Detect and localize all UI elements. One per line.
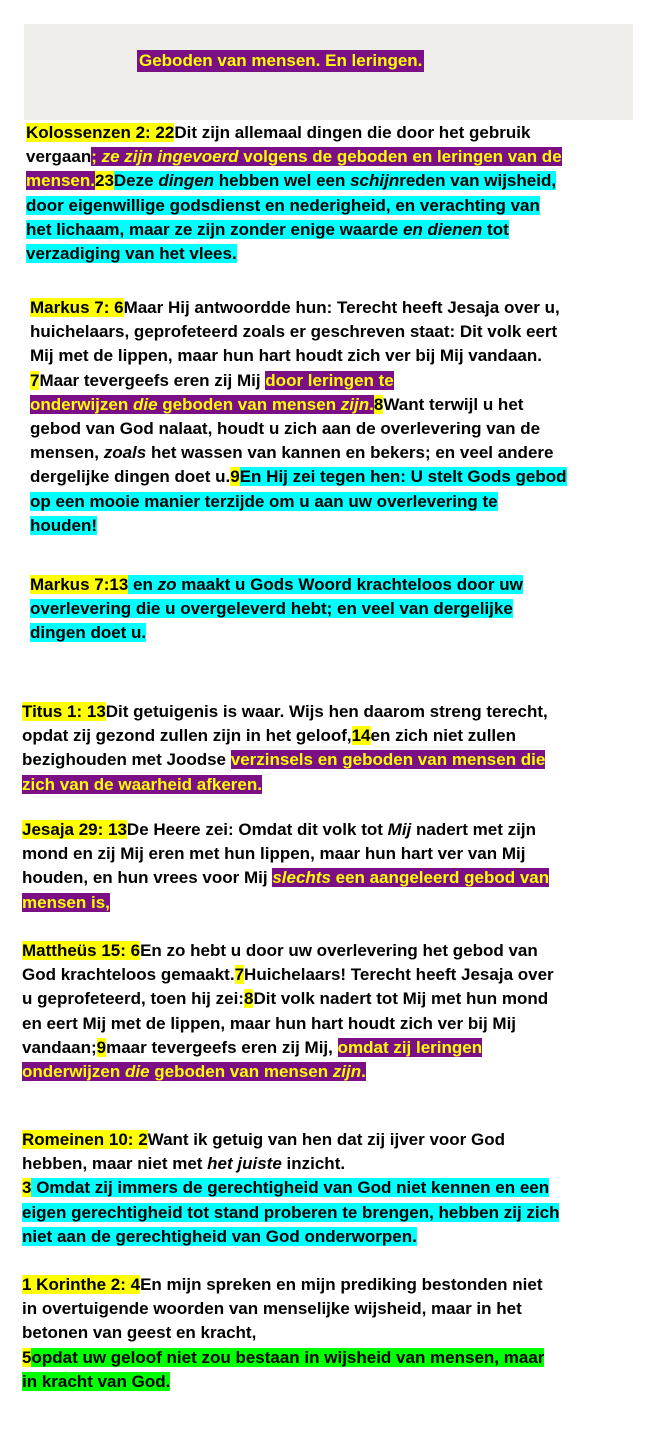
text-line: [22, 1297, 544, 1321]
text-segment: niet aan de gerechtigheid van God onderworpen.: [22, 1226, 417, 1246]
text-line: [22, 891, 549, 915]
text-segment: in kracht van God.: [22, 1371, 171, 1391]
text-segment: door leringen te: [265, 370, 394, 390]
text-line: [22, 748, 548, 772]
text-segment: overlevering die u overgeleverd hebt; en veel van dergelijke: [30, 599, 513, 619]
verse-reference: Markus 7:: [30, 298, 115, 317]
text-line: [22, 1012, 554, 1036]
text-segment: hebben wel een: [214, 171, 351, 191]
text-segment: mond en zij Mij eren met hun lippen, maar hun hart ver van Mij: [22, 844, 526, 864]
header-banner: [24, 24, 633, 120]
text-segment: opdat zij gezond zullen zijn in het geloof,: [22, 726, 352, 746]
text-segment: tot: [482, 219, 509, 239]
text-segment: het juiste: [207, 1154, 282, 1174]
text-line: [30, 597, 523, 621]
paragraph-romeinen: [22, 1128, 559, 1249]
paragraph-markus-7-13: [30, 573, 523, 646]
text-segment: De Heere zei: Omdat dit volk tot: [126, 820, 388, 839]
text-segment: inzicht.: [281, 1154, 346, 1174]
verse-reference: Mattheüs 15: 6: [22, 941, 141, 960]
text-segment: Want terwijl u het: [383, 394, 524, 414]
text-segment: op een mooie manier terzijde om u aan uw overlevering te: [30, 491, 498, 511]
text-segment: een aangeleerd gebod van: [330, 868, 550, 888]
text-segment: vandaan;: [22, 1037, 97, 1057]
text-segment: die: [132, 394, 158, 414]
text-segment: betonen van geest en kracht,: [22, 1323, 257, 1343]
text-segment: .: [361, 1062, 366, 1082]
text-segment: slechts: [272, 868, 331, 888]
text-segment: reden van wijsheid,: [399, 171, 557, 191]
text-line: [26, 242, 562, 266]
text-line: [22, 1370, 544, 1394]
text-segment: dingen: [158, 171, 215, 191]
text-segment: opdat uw geloof niet zou bestaan in wijsheid van mensen, maar: [31, 1347, 545, 1367]
paragraph-korinthe: [22, 1273, 544, 1394]
text-segment: houden, en hun vrees voor Mij: [22, 868, 273, 888]
text-segment: volgens de geboden en leringen van de: [238, 147, 562, 167]
text-segment: en eert Mij met de lippen, maar hun hart houdt zich ver bij Mij: [22, 1013, 517, 1033]
text-segment: zijn: [332, 1062, 362, 1082]
text-segment: mensen.: [26, 171, 95, 191]
verse-reference: 9: [230, 467, 240, 487]
text-line: [22, 700, 548, 724]
text-segment: eigen gerechtigheid tot stand proberen te brengen, hebben zij zich: [22, 1202, 560, 1222]
verse-reference: Romeinen 10: 2: [22, 1130, 148, 1149]
text-segment: maar tevergeefs eren zij Mij,: [106, 1037, 338, 1057]
text-line: [30, 621, 523, 645]
text-line: [22, 1128, 559, 1152]
verse-reference: 8: [373, 394, 384, 414]
text-segment: huichelaars, geprofeteerd zoals er geschreven staat: Dit volk eert: [30, 322, 558, 342]
verse-reference: 7: [234, 965, 245, 985]
text-segment: Maar Hij antwoordde hun: Terecht heeft Jesaja over u,: [123, 298, 560, 317]
text-segment: En Hij zei tegen hen: U stelt Gods gebod: [239, 467, 567, 487]
verse-reference: 8: [243, 989, 254, 1009]
text-line: [26, 169, 562, 193]
verse-reference: Titus 1: 13: [22, 702, 106, 721]
text-segment: geboden van mensen: [149, 1062, 333, 1082]
text-segment: Huichelaars! Terecht heeft Jesaja over: [244, 965, 554, 985]
text-line: [22, 818, 549, 842]
text-segment: houden!: [30, 515, 98, 535]
text-line: [22, 1273, 544, 1297]
text-line: [22, 724, 548, 748]
verse-reference: Kolossenzen 2: 22: [26, 123, 175, 142]
text-segment: het wassen van kannen en bekers; en veel andere: [146, 443, 554, 463]
text-line: [30, 573, 523, 597]
text-segment: door eigenwillige godsdienst en nederigheid, en verachting van: [26, 195, 540, 215]
text-line: [30, 296, 567, 320]
text-segment: .: [369, 394, 374, 414]
verse-reference: 5: [22, 1347, 32, 1367]
text-segment: nadert met zijn: [411, 820, 536, 839]
text-line: [22, 1201, 559, 1225]
text-segment: hebben, maar niet met: [22, 1154, 208, 1174]
text-line: [26, 218, 562, 242]
text-segment: schijn: [350, 171, 400, 191]
text-segment: dergelijke dingen doet u.: [30, 467, 231, 487]
text-segment: verzinsels en geboden van mensen die: [230, 750, 546, 770]
text-line: [30, 514, 567, 538]
text-segment: in overtuigende woorden van menselijke wijsheid, maar in het: [22, 1299, 522, 1319]
text-segment: Want ik getuig van hen dat zij ijver voor God: [147, 1130, 506, 1149]
text-segment: Omdat zij immers de gerechtigheid van God niet kennen en een: [31, 1178, 550, 1198]
text-segment: mensen is,: [22, 892, 110, 912]
verse-reference: 3: [22, 1178, 32, 1198]
text-segment: onderwijzen: [22, 1062, 125, 1082]
text-line: [30, 393, 567, 417]
text-line: [22, 866, 549, 890]
text-line: [22, 1036, 554, 1060]
verse-reference: 14: [351, 726, 371, 746]
text-segment: Dit zijn allemaal dingen die door het gebruik: [174, 123, 531, 142]
text-segment: bezighouden met Joodse: [22, 750, 231, 770]
text-line: [22, 963, 554, 987]
text-segment: En zo hebt u door uw overlevering het gebod van: [140, 941, 538, 960]
text-segment: het lichaam, maar ze zijn zonder enige waarde: [26, 219, 403, 239]
text-segment: en dienen: [402, 219, 483, 239]
text-segment: zo: [157, 575, 177, 594]
text-line: [30, 369, 567, 393]
text-line: [26, 121, 562, 145]
verse-reference: Jesaja 29: 13: [22, 820, 127, 839]
text-segment: geboden van mensen: [157, 394, 341, 414]
text-segment: ze zijn ingevoerd: [101, 147, 239, 167]
text-line: [30, 441, 567, 465]
verse-reference: 6: [114, 298, 124, 317]
text-segment: Maar tevergeefs eren zij Mij: [39, 370, 266, 390]
text-line: [22, 1060, 554, 1084]
text-segment: Mij: [387, 820, 412, 839]
paragraph-jesaja: [22, 818, 549, 915]
verse-reference: 7: [30, 370, 40, 390]
text-segment: ;: [91, 147, 102, 167]
verse-reference: 9: [96, 1037, 107, 1057]
text-segment: Dit getuigenis is waar. Wijs hen daarom streng terecht,: [105, 702, 548, 721]
text-segment: die: [124, 1062, 150, 1082]
text-line: [22, 773, 548, 797]
text-line: [22, 1225, 559, 1249]
text-segment: en zich niet zullen: [370, 726, 516, 746]
text-segment: u geprofeteerd, toen hij zei:: [22, 989, 244, 1009]
text-segment: zich van de waarheid afkeren.: [22, 774, 262, 794]
paragraph-markus-7-6: [30, 296, 567, 538]
text-segment: onderwijzen: [30, 394, 133, 414]
verse-reference: 23: [94, 171, 114, 191]
text-segment: verzadiging van het vlees.: [26, 244, 237, 264]
text-segment: zijn: [340, 394, 370, 414]
text-line: [26, 145, 562, 169]
verse-reference: Markus 7:13: [30, 575, 129, 594]
text-line: [30, 344, 567, 368]
text-segment: Mij met de lippen, maar hun hart houdt zich ver bij Mij vandaan.: [30, 346, 542, 366]
text-line: [22, 1346, 544, 1370]
verse-reference: 1 Korinthe 2: 4: [22, 1275, 141, 1294]
text-segment: en: [128, 575, 158, 594]
text-line: [30, 320, 567, 344]
text-line: [22, 1176, 559, 1200]
text-line: [22, 1321, 544, 1345]
text-line: [30, 465, 567, 489]
paragraph-titus: [22, 700, 548, 797]
text-segment: omdat zij leringen: [337, 1037, 483, 1057]
text-line: [30, 417, 567, 441]
paragraph-kolossenzen: [26, 121, 562, 266]
text-segment: maakt u Gods Woord krachteloos door uw: [176, 575, 523, 594]
text-line: [22, 939, 554, 963]
text-segment: En mijn spreken en mijn prediking bestonden niet: [140, 1275, 543, 1294]
text-segment: vergaan: [26, 147, 92, 167]
text-segment: gebod van God nalaat, houdt u zich aan de overlevering van de: [30, 419, 541, 439]
text-segment: God krachteloos gemaakt.: [22, 965, 235, 985]
text-segment: mensen,: [30, 443, 104, 463]
text-segment: Deze: [113, 171, 159, 191]
text-segment: Dit volk nadert tot Mij met hun mond: [253, 989, 549, 1009]
text-line: [30, 490, 567, 514]
paragraph-mattheus: [22, 939, 554, 1084]
page-title: Geboden van mensen. En leringen.: [139, 51, 423, 70]
text-line: [22, 987, 554, 1011]
text-segment: dingen doet u.: [30, 623, 147, 643]
text-line: [22, 842, 549, 866]
text-line: [22, 1152, 559, 1176]
text-segment: zoals: [103, 443, 147, 463]
text-line: [26, 194, 562, 218]
